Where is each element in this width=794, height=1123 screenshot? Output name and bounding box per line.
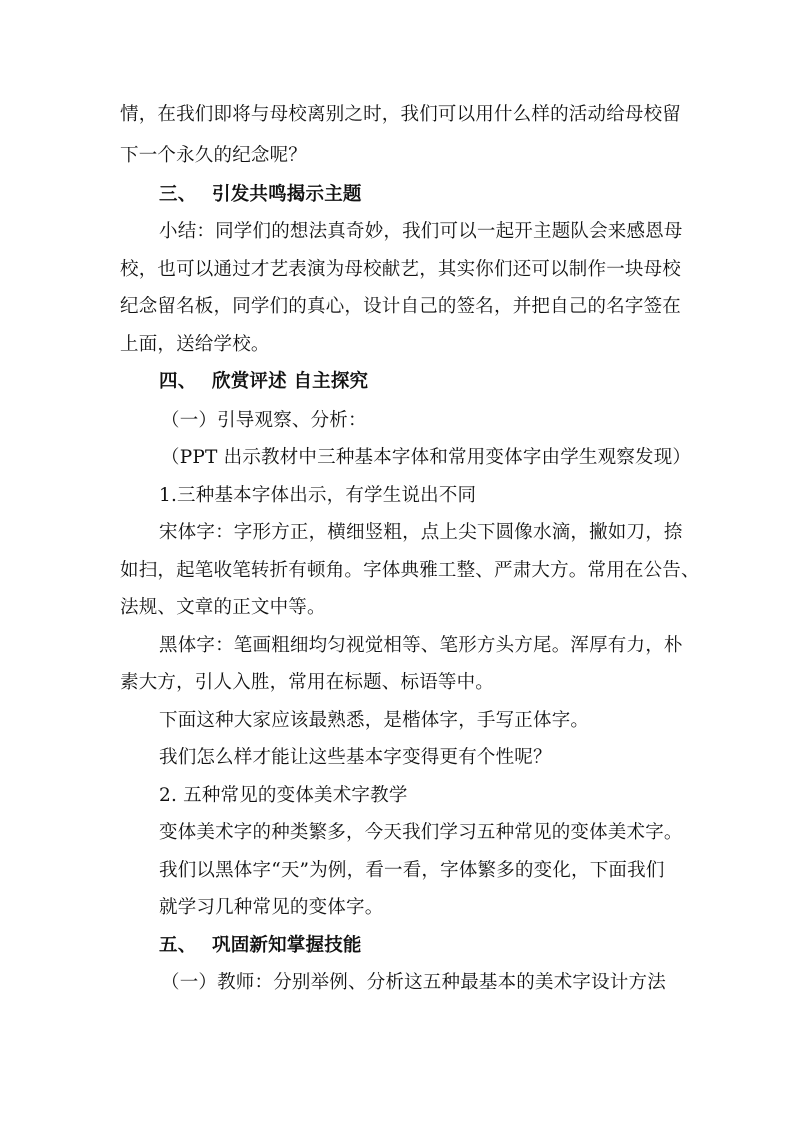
heading-title: 欣赏评述 自主探究 <box>212 371 369 392</box>
paragraph-line: 上面，送给学校。 <box>120 334 270 355</box>
heading-title: 巩固新知掌握技能 <box>212 935 362 956</box>
paragraph-line: 素大方，引人入胜，常用在标题、标语等中。 <box>120 672 495 693</box>
paragraph-line: 宋体字：字形方正，横细竖粗，点上尖下圆像水滴，撇如刀，捺 <box>159 522 683 543</box>
paragraph-line: 校，也可以通过才艺表演为母校献艺，其实你们还可以制作一块母校 <box>120 259 682 280</box>
note-line: （PPT 出示教材中三种基本字体和常用变体字由学生观察发现） <box>161 447 692 468</box>
subsection-line: 1.三种基本字体出示，有学生说出不同 <box>159 485 477 506</box>
subsection-line: （一）教师：分别举例、分析这五种最基本的美术字设计方法 <box>161 972 666 993</box>
subsection-line: 2. 五种常见的变体美术字教学 <box>159 785 408 806</box>
paragraph-line: 就学习几种常见的变体字。 <box>159 897 384 918</box>
heading-number: 五、 <box>159 935 197 956</box>
paragraph-line: 变体美术字的种类繁多，今天我们学习五种常见的变体美术字。 <box>159 822 683 843</box>
paragraph-line: 我们以黑体字“天”为例，看一看，字体繁多的变化，下面我们 <box>159 860 665 881</box>
paragraph-line: 小结：同学们的想法真奇妙，我们可以一起开主题队会来感恩母 <box>159 221 683 242</box>
heading-title: 引发共鸣揭示主题 <box>212 184 362 205</box>
section-heading-3 <box>159 183 362 207</box>
paragraph-line: 黑体字：笔画粗细均匀视觉相等、笔形方头方尾。浑厚有力，朴 <box>159 635 683 656</box>
paragraph-line: 情，在我们即将与母校离别之时，我们可以用什么样的活动给母校留 <box>120 104 682 125</box>
paragraph-line: 法规、文章的正文中等。 <box>120 597 326 618</box>
paragraph-line: 我们怎么样才能让这些基本字变得更有个性呢？ <box>159 747 552 768</box>
heading-number: 三、 <box>159 184 197 205</box>
paragraph-line: 如扫，起笔收笔转折有顿角。字体典雅工整、严肃大方。常用在公告、 <box>120 560 700 581</box>
heading-number: 四、 <box>159 371 197 392</box>
subsection-line: （一）引导观察、分析： <box>161 410 367 431</box>
paragraph-line: 下面这种大家应该最熟悉，是楷体字，手写正体字。 <box>159 710 590 731</box>
paragraph-line: 纪念留名板，同学们的真心，设计自己的签名，并把自己的名字签在 <box>120 296 682 317</box>
paragraph-line: 下一个永久的纪念呢？ <box>120 145 308 166</box>
section-heading-5 <box>159 934 362 958</box>
section-heading-4 <box>159 370 368 394</box>
